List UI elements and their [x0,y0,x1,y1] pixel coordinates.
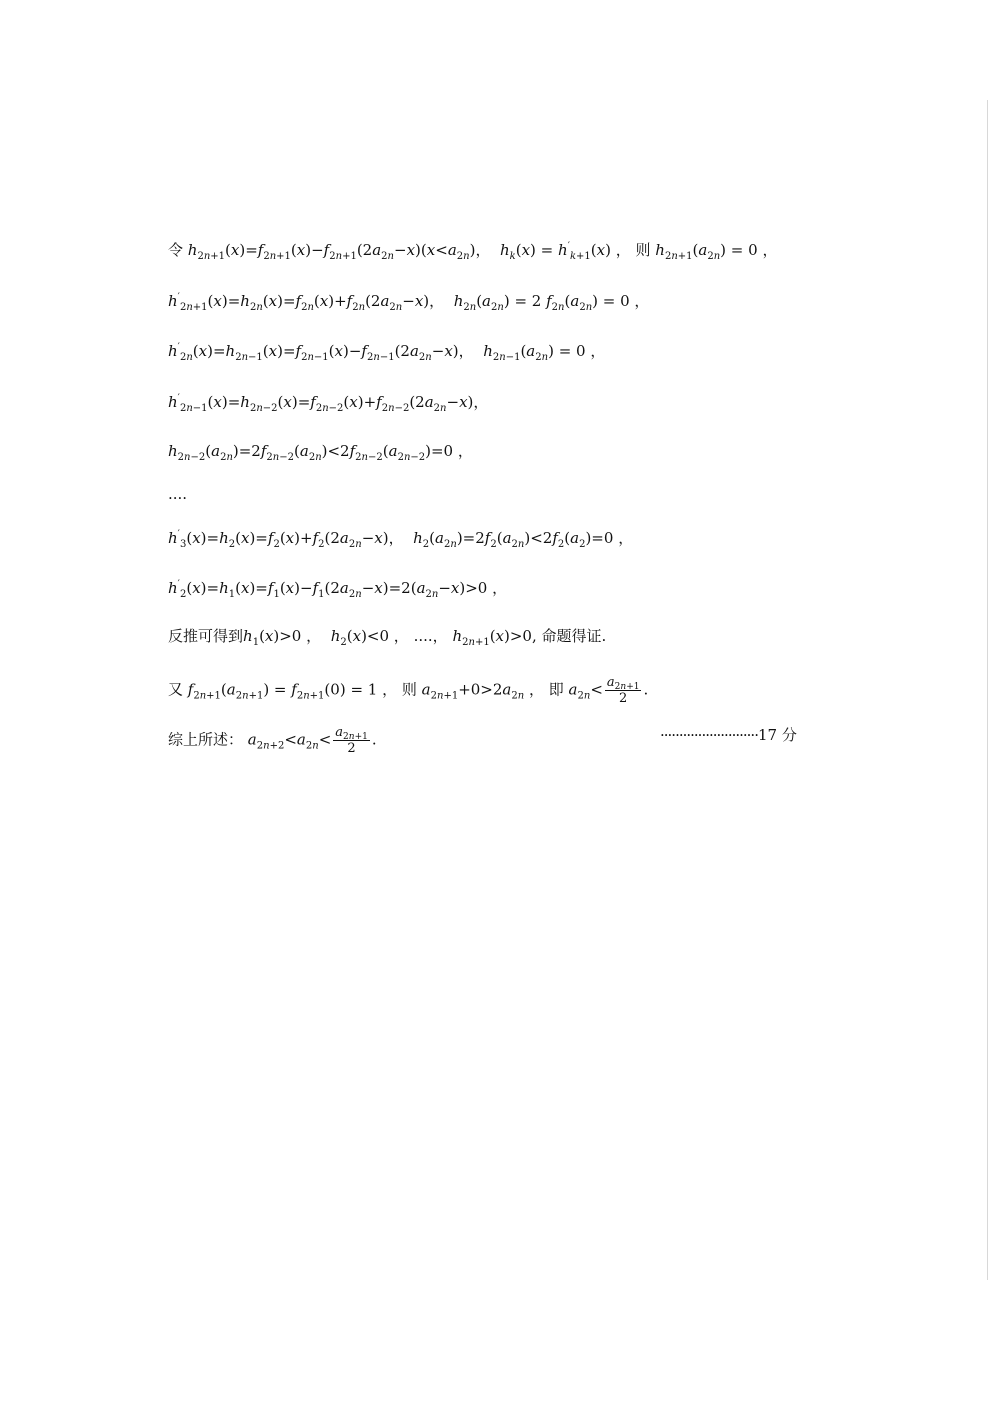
line-suffix: ， [762,241,778,259]
line-suffix: ， [618,529,634,547]
fraction: $\frac{a_{2n+1}}{2}$ [335,725,368,756]
line-suffix: ， [634,292,650,310]
line-suffix: ， [473,393,489,411]
line-end: . [643,680,649,699]
line-prefix: 综上所述： [168,730,244,749]
then-word: 则 [401,680,417,699]
ellipsis: .... [413,627,433,645]
score-label: 17 分 [757,726,797,744]
score-marker [660,725,797,745]
formula-line-4: $h'_{2n-1}(x)=h_{2n-2}(x)=f_{2n-2}(x)+f_{2n-2}(2a_{2n}-x)$， [168,393,489,414]
conclusion-line-2: 又 $f_{2n+1}(a_{2n+1}) = f_{2n+1}(0) = 1$ ， 则 $a_{2n+1}+0>2a_{2n}$ ， 即 $a_{2n}<$ $\frac{a_{2n+1}}{2}$ . [168,675,649,706]
final-conclusion-line: 综上所述： $a_{2n+2}<a_{2n}<$ $\frac{a_{2n+1}}{2}$ . [168,725,377,756]
fraction: $\frac{a_{2n+1}}{2}$ [606,675,640,706]
formula-line-2: $h'_{2n+1}(x)=h_{2n}(x)=f_{2n}(x)+f_{2n}(2a_{2n}-x)$， $h_{2n}(a_{2n}) = 2$ $f_{2n}(a_{2n}) = 0$ ， [168,292,650,313]
line-prefix: 又 [168,680,188,699]
formula-line-1: 令 $h_{2n+1}(x)=f_{2n+1}(x)-f_{2n+1}(2a_{2n}-x)(x<a_{2n})$， $h_k(x) = h'_{k+1}(x)$ ， 则 $h_{2n+1}(a_{2n}) = 0$ ， [168,241,778,262]
line-suffix: ， [590,342,606,360]
line-end: 命题得证. [541,627,607,645]
formula-line-8: $h'_2(x)=h_1(x)=f_1(x)-f_1(2a_{2n}-x)=2(a_{2n}-x)>0$ ， [168,579,508,600]
separator: ， [306,627,322,645]
line-prefix: 令 [168,241,188,259]
conclusion-line-1: 反推可得到$h_1(x)>0$ ， $h_2(x)<0$ ， ....， $h_{2n+1}(x)>0$, 命题得证. [168,627,607,648]
line-prefix: 反推可得到 [168,627,244,645]
namely-word: 即 [548,680,564,699]
line-end: . [371,730,377,749]
line-suffix: ， [457,442,473,460]
line-suffix: ， [492,579,508,597]
formula-line-3: $h'_{2n}(x)=h_{2n-1}(x)=f_{2n-1}(x)-f_{2n-1}(2a_{2n}-x)$， $h_{2n-1}(a_{2n}) = 0$ ， [168,342,606,363]
score-dots: ·························· [660,726,758,744]
formula-line-7: $h'_3(x)=h_2(x)=f_2(x)+f_2(2a_{2n}-x)$， $h_2(a_{2n})=2f_2(a_{2n})<2f_2(a_2)=0$ ， [168,529,634,550]
ellipsis-line: .... [168,485,188,503]
formula-line-5: $h_{2n-2}(a_{2n})=2f_{2n-2}(a_{2n})<2f_{2n-2}(a_{2n-2})=0$ ， [168,442,473,463]
